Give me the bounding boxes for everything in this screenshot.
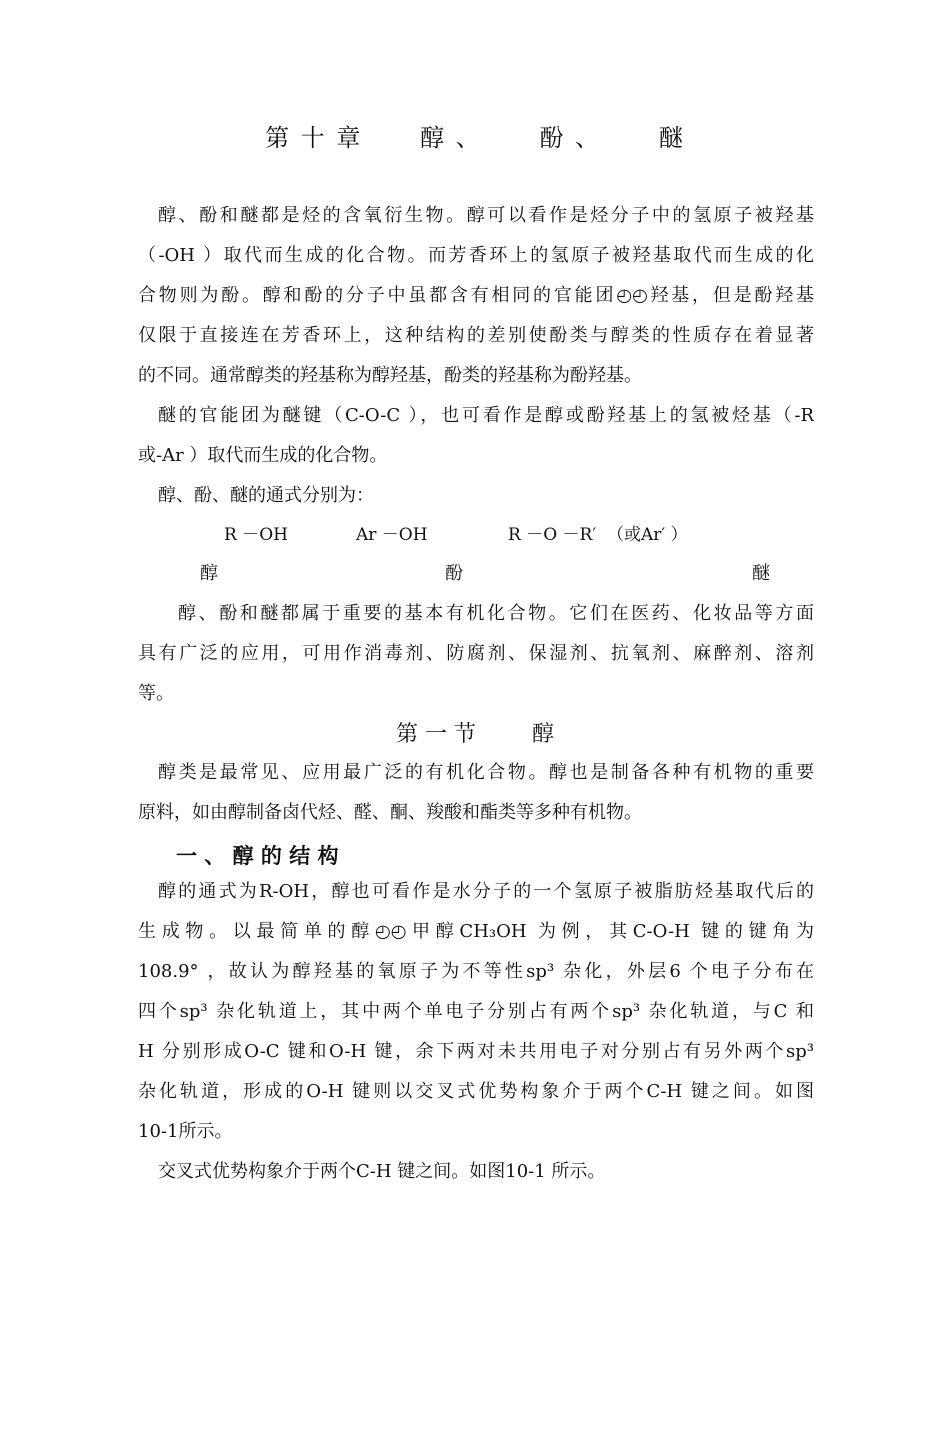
intro-line-2: （-OH ）取代而生成的化合物。而芳香环上的氢原子被羟基取代而生成的化 xyxy=(138,245,814,266)
subsection-title: 一 、 醇 的 结 构 xyxy=(176,844,339,868)
general-formula-intro: 醇、酚、醚的通式分别为： xyxy=(158,485,374,506)
structure-line-5: H 分别形成O-C 键和O-H 键，余下两对未共用电子对分别占有另外两个sp³ xyxy=(138,1041,814,1062)
ether-line-1: 醚的官能团为醚键（C-O-C ），也可看作是醇或酚羟基上的氢被烃基（-R xyxy=(158,405,814,426)
structure-line-7: 10-1所示。 xyxy=(138,1121,233,1142)
intro-line-4: 仅限于直接连在芳香环上，这种结构的差别使酚类与醇类的性质存在着显著 xyxy=(138,325,814,346)
closing-line: 交叉式优势构象介于两个C-H 键之间。如图10-1 所示。 xyxy=(158,1161,606,1182)
ether-line-2: 或-Ar ）取代而生成的化合物。 xyxy=(138,445,388,466)
section-title: 第 一 节 醇 xyxy=(396,722,554,747)
formula-alcohol: R －OH xyxy=(224,525,288,545)
intro-line-5: 的不同。通常醇类的羟基称为醇羟基，酚类的羟基称为酚羟基。 xyxy=(138,365,642,386)
structure-line-2: 生成物。以最简单的醇◴◴甲醇CH₃OH 为例，其C-O-H 键的键角为 xyxy=(138,921,814,942)
section-intro-line-1: 醇类是最常见、应用最广泛的有机化合物。醇也是制备各种有机物的重要 xyxy=(158,762,814,783)
importance-line-1: 醇、酚和醚都属于重要的基本有机化合物。它们在医药、化妆品等方面 xyxy=(178,603,814,624)
section-intro-line-2: 原料，如由醇制备卤代烃、醛、酮、羧酸和酯类等多种有机物。 xyxy=(138,802,642,823)
formula-phenol: Ar －OH xyxy=(356,525,428,545)
label-phenol: 酚 xyxy=(445,563,463,584)
intro-line-3: 合物则为酚。醇和酚的分子中虽都含有相同的官能团◴◴羟基，但是酚羟基 xyxy=(138,285,814,306)
formula-ether: R －O －R′ （或Ar′ ） xyxy=(508,525,688,545)
structure-line-1: 醇的通式为R-OH，醇也可看作是水分子的一个氢原子被脂肪烃基取代后的 xyxy=(158,881,814,902)
importance-line-2: 具有广泛的应用，可用作消毒剂、防腐剂、保湿剂、抗氧剂、麻醉剂、溶剂 xyxy=(138,643,814,664)
intro-line-1: 醇、酚和醚都是烃的含氧衍生物。醇可以看作是烃分子中的氢原子被羟基 xyxy=(158,205,814,226)
importance-line-3: 等。 xyxy=(138,683,174,704)
structure-line-4: 四个sp³ 杂化轨道上，其中两个单电子分别占有两个sp³ 杂化轨道，与C 和 xyxy=(138,1001,814,1022)
label-ether: 醚 xyxy=(752,563,770,584)
chapter-title: 第 十 章 醇 、 酚 、 醚 xyxy=(265,124,685,152)
structure-line-3: 108.9° ，故认为醇羟基的氧原子为不等性sp³ 杂化，外层6 个电子分布在 xyxy=(138,961,814,982)
label-alcohol: 醇 xyxy=(200,563,218,584)
structure-line-6: 杂化轨道，形成的O-H 键则以交叉式优势构象介于两个C-H 键之间。如图 xyxy=(138,1081,814,1102)
